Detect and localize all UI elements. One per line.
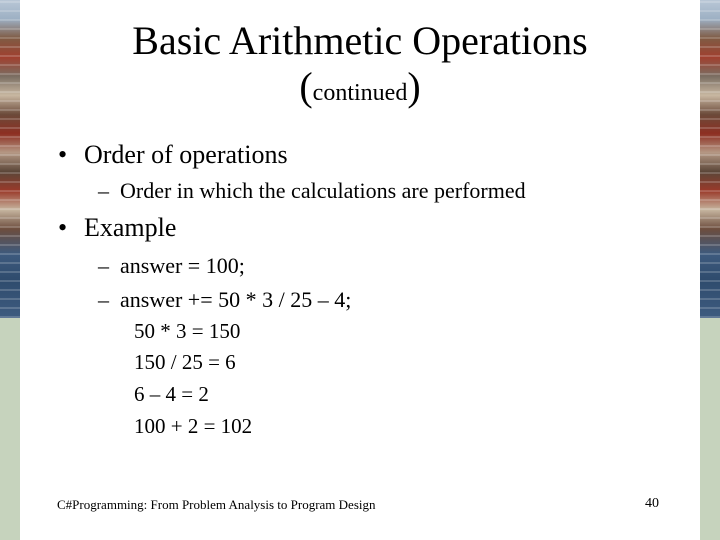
footer-text: C#Programming: From Problem Analysis to Program Design	[57, 497, 376, 512]
slide-title-line1: Basic Arithmetic Operations	[132, 18, 588, 63]
city-rooftops-image	[700, 0, 720, 318]
left-green-band	[0, 318, 20, 540]
sub-bullet-item	[98, 253, 245, 279]
bullet-text: Example	[84, 213, 177, 242]
slide-title-line2	[20, 64, 700, 116]
sub-bullet-text: answer += 50 * 3 / 25 – 4;	[120, 287, 352, 312]
right-decorative-photo-strip	[700, 0, 720, 540]
left-decorative-photo-strip	[0, 0, 20, 540]
bullet-marker: •	[58, 213, 68, 242]
slide-title	[20, 18, 700, 116]
bullet-marker: •	[58, 140, 68, 169]
title-open-paren: (	[299, 64, 313, 109]
calculation-line: 6 – 4 = 2	[134, 382, 209, 406]
title-continued: continued	[312, 80, 408, 106]
title-close-paren: )	[407, 64, 421, 109]
sub-bullet-marker: –	[98, 178, 109, 203]
sub-bullet-text: Order in which the calculations are performed	[120, 178, 526, 203]
bullet-item	[58, 213, 176, 243]
sub-bullet-marker: –	[98, 253, 109, 278]
sub-bullet-item	[98, 287, 351, 313]
calculation-line: 50 * 3 = 150	[134, 319, 241, 343]
calculation-line: 100 + 2 = 102	[134, 414, 253, 438]
bullet-text: Order of operations	[84, 140, 288, 169]
bullet-item	[58, 140, 288, 170]
calculation-line: 150 / 25 = 6	[134, 350, 236, 374]
right-green-band	[700, 318, 720, 540]
sub-bullet-item	[98, 178, 526, 204]
page-number: 40	[645, 496, 659, 511]
city-rooftops-image	[0, 0, 20, 318]
sub-bullet-marker: –	[98, 287, 109, 312]
sub-bullet-text: answer = 100;	[120, 253, 245, 278]
